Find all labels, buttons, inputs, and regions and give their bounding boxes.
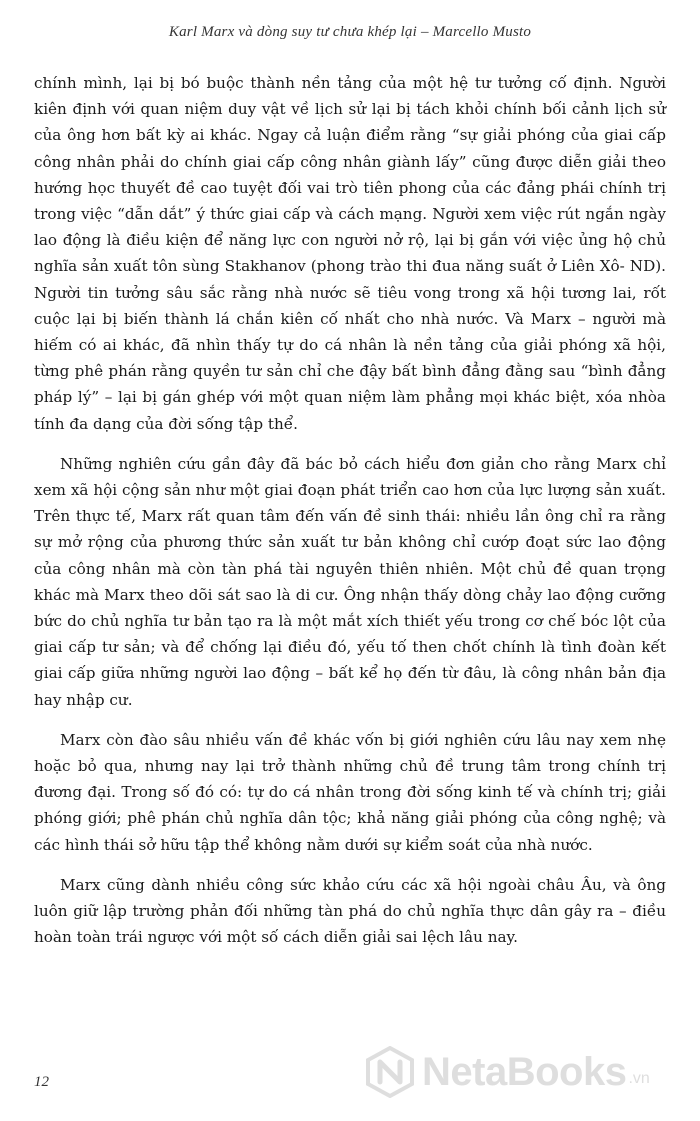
paragraph-ecology-migration: Những nghiên cứu gần đây đã bác bỏ cách hiểu đơn giản cho rằng Marx chỉ xem xã hội cộng sản như một giai đoạn phát triển cao hơn của lực lượng sản xuất. Trên thực tế, Marx rất quan tâm đến vấn đề sinh thái: nhiều lần ông chỉ ra rằng sự mở rộng của phương thức sản xuất tư bản không chỉ cướp đoạt sức lao động của công nhân mà còn tàn phá tài nguyên thiên nhiên. Một chủ đề quan trọng khác mà Marx theo dõi sát sao là di cư. Ông nhận thấy dòng chảy lao động cưỡng bức do chủ nghĩa tư bản tạo ra là một mắt xích thiết yếu trong cơ chế bóc lột của giai cấp tư sản; và để chống lại điều đó, yếu tố then chốt chính là tình đoàn kết giai cấp giữa những người lao động – bất kể họ đến từ đâu, là công nhân bản địa hay nhập cư. [34,454,666,709]
paragraph-contemporary-issues: Marx còn đào sâu nhiều vấn đề khác vốn bị giới nghiên cứu lâu nay xem nhẹ hoặc bỏ qua, nhưng nay lại trở thành những chủ đề trung tâm trong chính trị đương đại. Trong số đó có: tự do cá nhân trong đời sống kinh tế và chính trị; giải phóng giới; phê phán chủ nghĩa dân tộc; khả năng giải phóng của công nghệ; và các hình thái sở hữu tập thể không nằm dưới sự kiểm soát của nhà nước. [34,730,666,854]
watermark-domain: .vn [628,1070,650,1087]
netabooks-logo-icon [364,1046,416,1098]
running-head-title: Karl Marx và dòng suy tư chưa khép lại – Marcello Musto [168,24,532,40]
page-number: 12 [34,1074,49,1090]
watermark [364,1046,650,1098]
paragraph-non-european-societies: Marx cũng dành nhiều công sức khảo cứu các xã hội ngoài châu Âu, và ông luôn giữ lập trường phản đối những tàn phá do chủ nghĩa thực dân gây ra – điều hoàn toàn trái ngược với một số cách diễn giải sai lệch lâu nay. [34,875,666,947]
watermark-brand: NetaBooks [422,1049,627,1094]
page-body [34,70,666,965]
paragraph-continued: chính mình, lại bị bó buộc thành nền tảng của một hệ tư tưởng cố định. Người kiên định với quan niệm duy vật về lịch sử lại bị tách khỏi chính bối cảnh lịch sử của ông hơn bất kỳ ai khác. Ngay cả luận điểm rằng “sự giải phóng của giai cấp công nhân phải do chính giai cấp công nhân giành lấy” cũng được diễn giải theo hướng học thuyết đề cao tuyệt đối vai trò tiên phong của các đảng phái chính trị trong việc “dẫn dắt” ý thức giai cấp và cách mạng. Người xem việc rút ngắn ngày lao động là điều kiện để năng lực con người nở rộ, lại bị gắn với việc ủng hộ chủ nghĩa sản xuất tôn sùng Stakhanov (phong trào thi đua năng suất ở Liên Xô- ND). Người tin tưởng sâu sắc rằng nhà nước sẽ tiêu vong trong xã hội tương lai, rốt cuộc lại bị biến thành lá chắn kiên cố nhất cho nhà nước. Và Marx – người mà hiếm có ai khác, đã nhìn thấy tự do cá nhân là nền tảng của giải phóng xã hội, từng phê phán rằng quyền tư sản chỉ che đậy bất bình đẳng đằng sau “bình đẳng pháp lý” – lại bị gán ghép với một quan niệm làm phẳng mọi khác biệt, xóa nhòa tính đa dạng của đời sống tập thể. [34,74,666,433]
